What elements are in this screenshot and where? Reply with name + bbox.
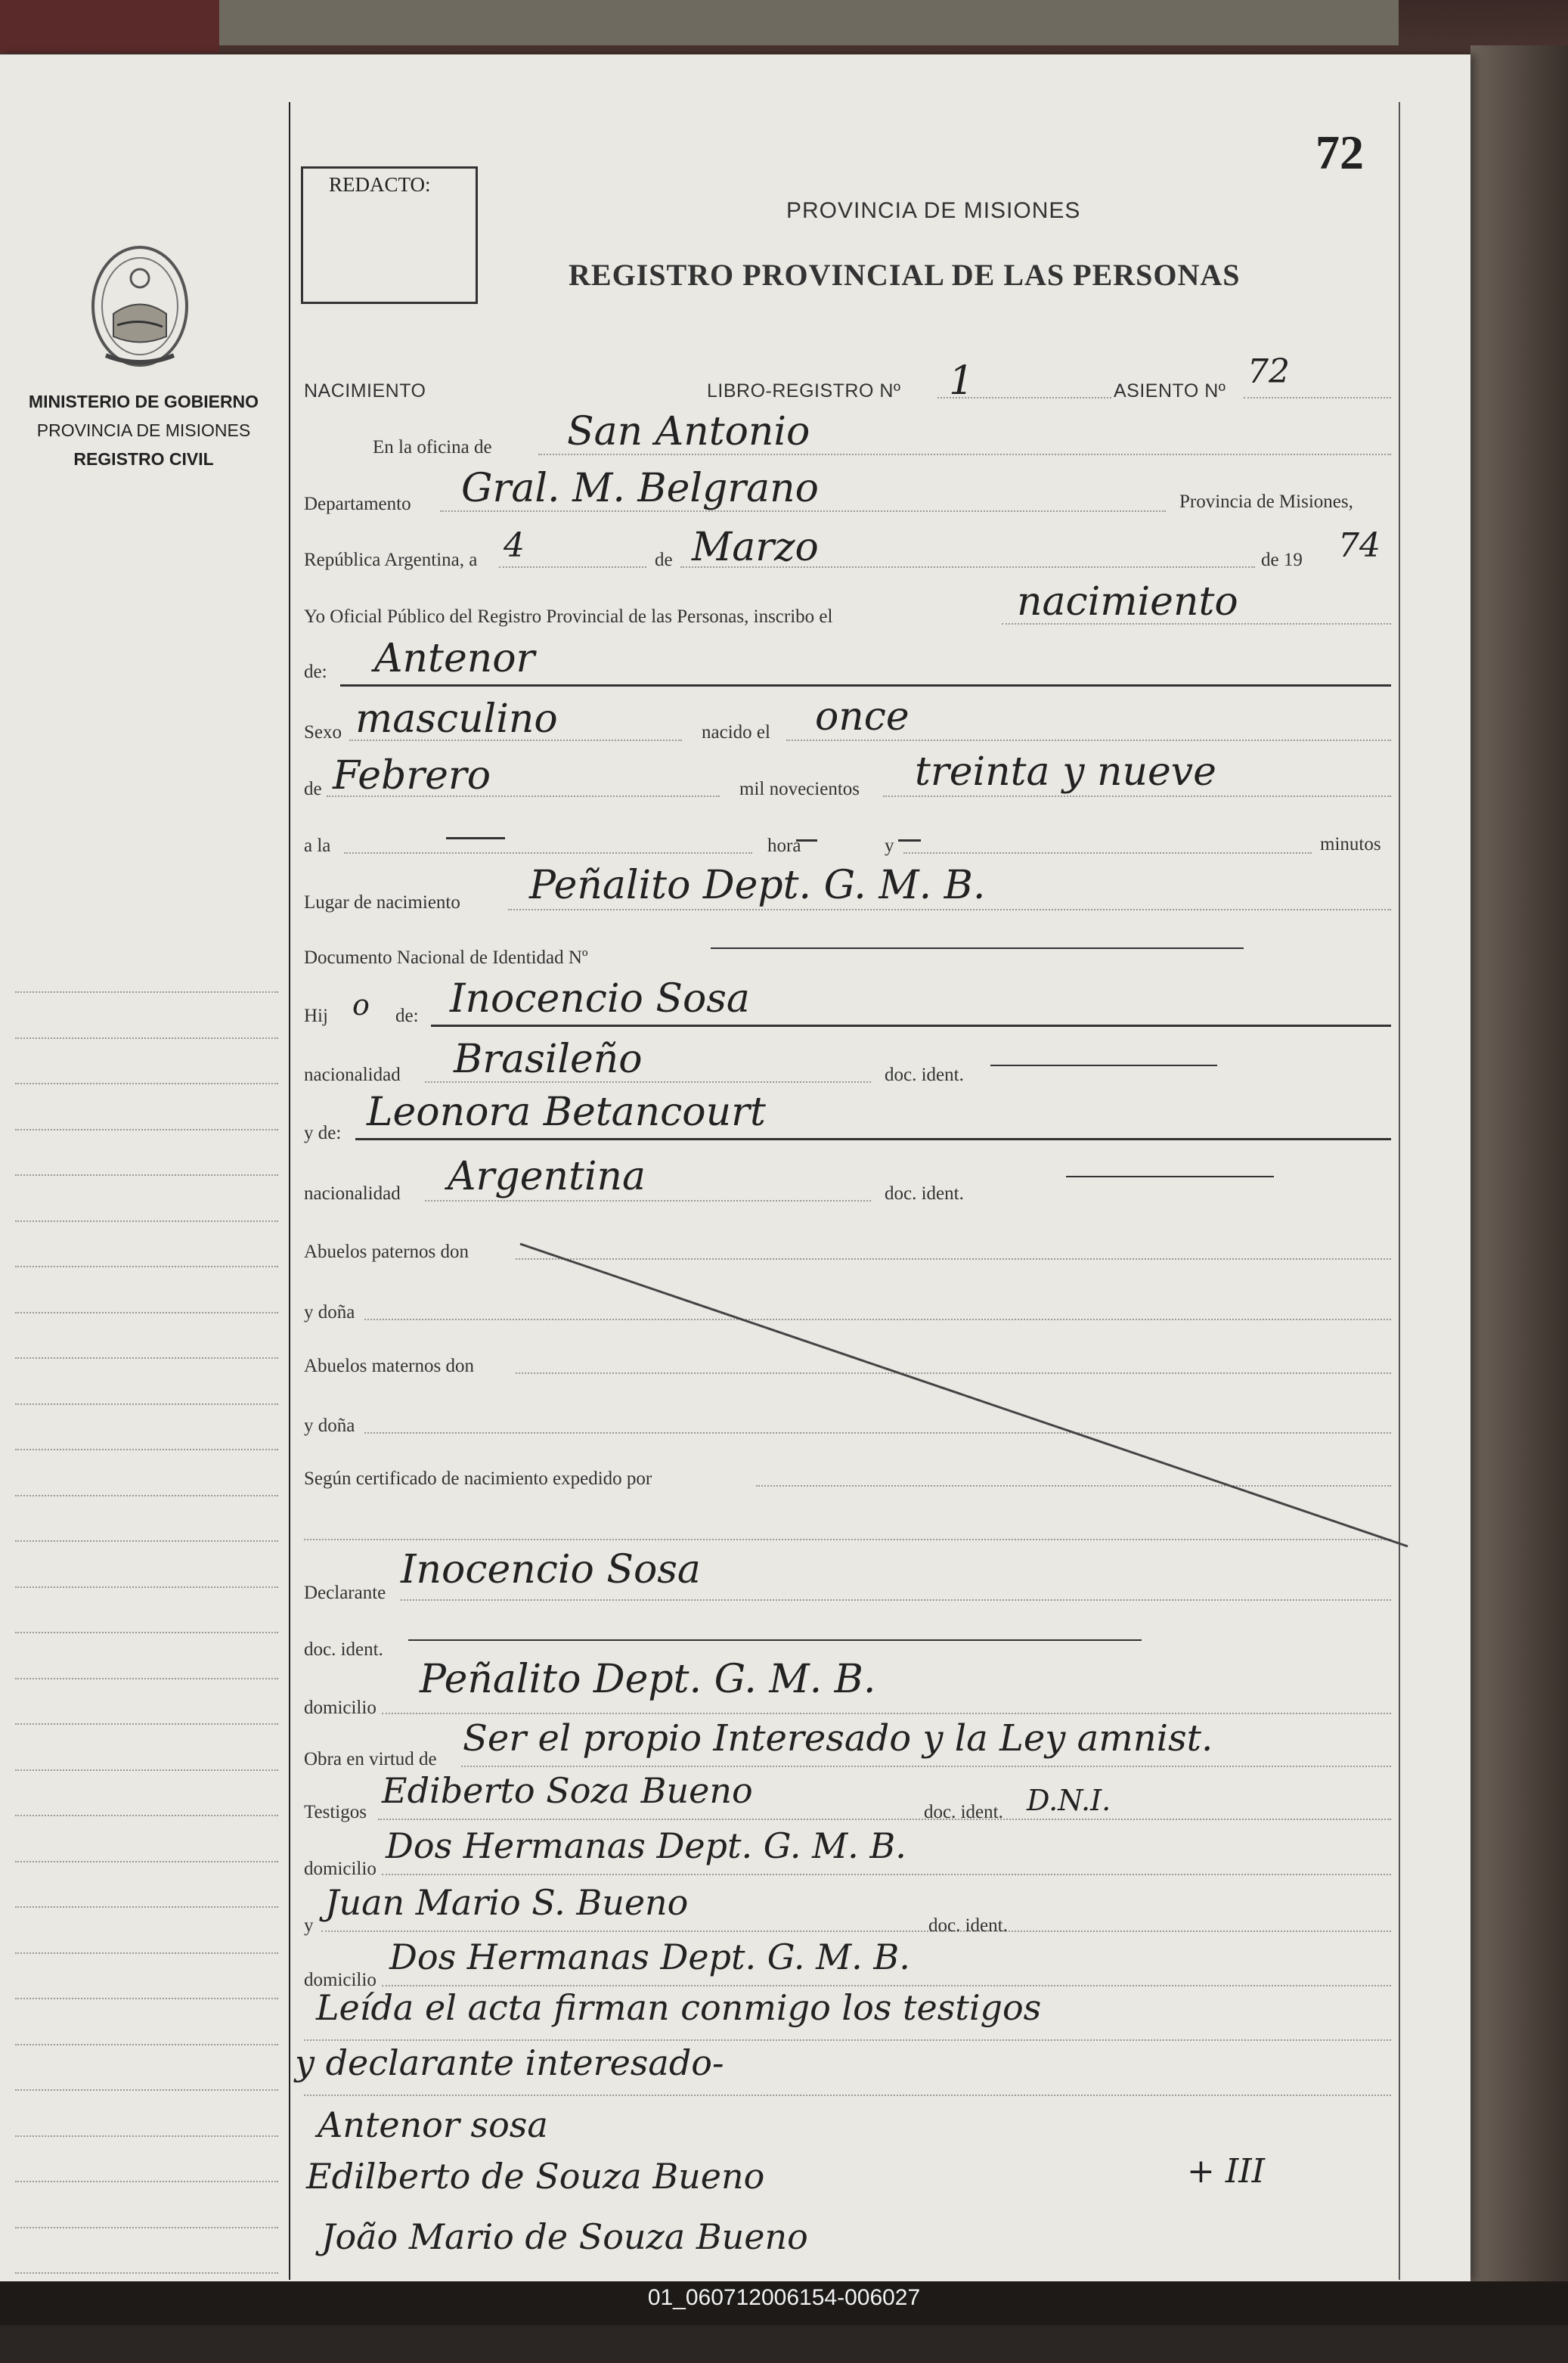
- hw-nacido-mes: Febrero: [333, 753, 491, 799]
- hw-nacido-anio: treinta y nueve: [915, 749, 1216, 795]
- hw-libro-no: 1: [949, 358, 975, 404]
- hw-dia: 4: [504, 526, 525, 565]
- hw-testigo1-doc: D.N.I.: [1027, 1784, 1111, 1817]
- redacto-label: REDACTO:: [329, 173, 431, 196]
- label-departamento: Departamento: [304, 494, 411, 514]
- label-nacionalidad-madre: nacionalidad: [304, 1183, 401, 1204]
- label-nacionalidad-padre: nacionalidad: [304, 1065, 401, 1085]
- label-doc-ident-padre: doc. ident.: [885, 1065, 964, 1085]
- hw-lugar: Peñalito Dept. G. M. B.: [529, 863, 986, 908]
- hw-firma3: João Mario de Souza Bueno: [321, 2216, 808, 2257]
- ministry-registry: REGISTRO CIVIL: [73, 449, 214, 469]
- label-y-testigo2: y: [304, 1915, 314, 1936]
- label-hijo: Hij: [304, 1006, 328, 1026]
- hw-marca: + III: [1187, 2152, 1265, 2191]
- label-doc-ident-testigo2: doc. ident.: [928, 1915, 1008, 1936]
- hw-testigo1: Ediberto Soza Bueno: [382, 1770, 753, 1811]
- label-provincia-misiones: Provincia de Misiones,: [1179, 492, 1353, 512]
- hw-firma2: Edilberto de Souza Bueno: [306, 2156, 765, 2197]
- label-de-mes: de: [304, 779, 322, 799]
- label-hora: hora: [767, 836, 801, 856]
- hw-declarante: Inocencio Sosa: [401, 1547, 701, 1592]
- label-y-dona-1: y doña: [304, 1302, 355, 1323]
- label-nacido-el: nacido el: [702, 722, 770, 743]
- hw-testigo2: Juan Mario S. Bueno: [325, 1882, 689, 1923]
- registry-heading: REGISTRO PROVINCIAL DE LAS PERSONAS: [569, 258, 1241, 292]
- hw-nota1: Leída el acta firman conmigo los testigos: [316, 1987, 1042, 2028]
- label-declarante: Declarante: [304, 1583, 386, 1603]
- label-y-de: y de:: [304, 1123, 342, 1143]
- hw-obra-en-virtud: Ser el propio Interesado y la Ley amnist.: [463, 1717, 1213, 1760]
- label-yo-oficial: Yo Oficial Público del Registro Provincial de las Personas, inscribo el: [304, 606, 833, 627]
- label-abuelos-paternos: Abuelos paternos don: [304, 1242, 469, 1262]
- label-doc-ident-testigo1: doc. ident.: [924, 1802, 1003, 1822]
- province-heading: PROVINCIA DE MISIONES: [786, 198, 1081, 223]
- label-sexo: Sexo: [304, 722, 342, 743]
- label-dni: Documento Nacional de Identidad Nº: [304, 947, 588, 968]
- image-caption: 01_060712006154-006027: [647, 2285, 921, 2310]
- hw-madre: Leonora Betancourt: [367, 1090, 766, 1135]
- label-oficina: En la oficina de: [373, 437, 492, 457]
- label-abuelos-maternos: Abuelos maternos don: [304, 1356, 474, 1376]
- hw-nacionalidad-padre: Brasileño: [454, 1037, 643, 1082]
- label-asiento: ASIENTO Nº: [1114, 380, 1226, 402]
- label-y: y: [885, 836, 894, 856]
- label-y-dona-2: y doña: [304, 1416, 355, 1436]
- label-doc-ident-declarante: doc. ident.: [304, 1639, 383, 1660]
- hw-domicilio-testigo2: Dos Hermanas Dept. G. M. B.: [389, 1937, 910, 1977]
- hw-firma1: Antenor sosa: [318, 2104, 548, 2145]
- hw-anio: 74: [1338, 526, 1381, 565]
- label-segun-certificado: Según certificado de nacimiento expedido por: [304, 1468, 652, 1489]
- hw-domicilio-declarante: Peñalito Dept. G. M. B.: [420, 1657, 876, 1702]
- hw-asiento-no: 72: [1247, 352, 1290, 391]
- label-testigos: Testigos: [304, 1802, 367, 1822]
- page-number: 72: [1315, 126, 1364, 179]
- label-de: de: [655, 550, 673, 570]
- hw-domicilio-testigo1: Dos Hermanas Dept. G. M. B.: [386, 1825, 906, 1866]
- label-republica: República Argentina, a: [304, 550, 478, 570]
- label-de-anio: de 19: [1261, 550, 1303, 570]
- label-de-nombre: de:: [304, 662, 327, 682]
- label-hijo-de: de:: [395, 1006, 419, 1026]
- hw-sexo: masculino: [355, 696, 558, 742]
- hw-hijo-letra: o: [352, 988, 370, 1022]
- hw-departamento: Gral. M. Belgrano: [461, 466, 819, 511]
- label-mil-novecientos: mil novecientos: [739, 779, 860, 799]
- hw-nota2: y declarante interesado-: [295, 2042, 724, 2083]
- label-minutos: minutos: [1320, 834, 1381, 854]
- hw-oficina: San Antonio: [567, 409, 810, 454]
- label-libro-registro: LIBRO-REGISTRO Nº: [707, 380, 901, 402]
- label-doc-ident-madre: doc. ident.: [885, 1183, 964, 1204]
- hw-nombre: Antenor: [374, 636, 535, 681]
- ministry-name: MINISTERIO DE GOBIERNO: [28, 392, 259, 411]
- label-domicilio-declarante: domicilio: [304, 1698, 377, 1718]
- ministry-province: PROVINCIA DE MISIONES: [36, 420, 251, 440]
- hw-mes: Marzo: [692, 525, 819, 570]
- label-a-la: a la: [304, 836, 331, 856]
- hw-nacido-dia: once: [815, 694, 910, 740]
- label-obra-en-virtud: Obra en virtud de: [304, 1749, 437, 1769]
- label-lugar-nacimiento: Lugar de nacimiento: [304, 892, 460, 913]
- hw-nacionalidad-madre: Argentina: [448, 1154, 646, 1199]
- hw-padre: Inocencio Sosa: [450, 976, 750, 1022]
- label-domicilio-testigo2: domicilio: [304, 1970, 377, 1990]
- hw-inscribo: nacimiento: [1017, 579, 1238, 625]
- label-nacimiento: NACIMIENTO: [304, 380, 426, 402]
- label-domicilio-testigo1: domicilio: [304, 1859, 377, 1879]
